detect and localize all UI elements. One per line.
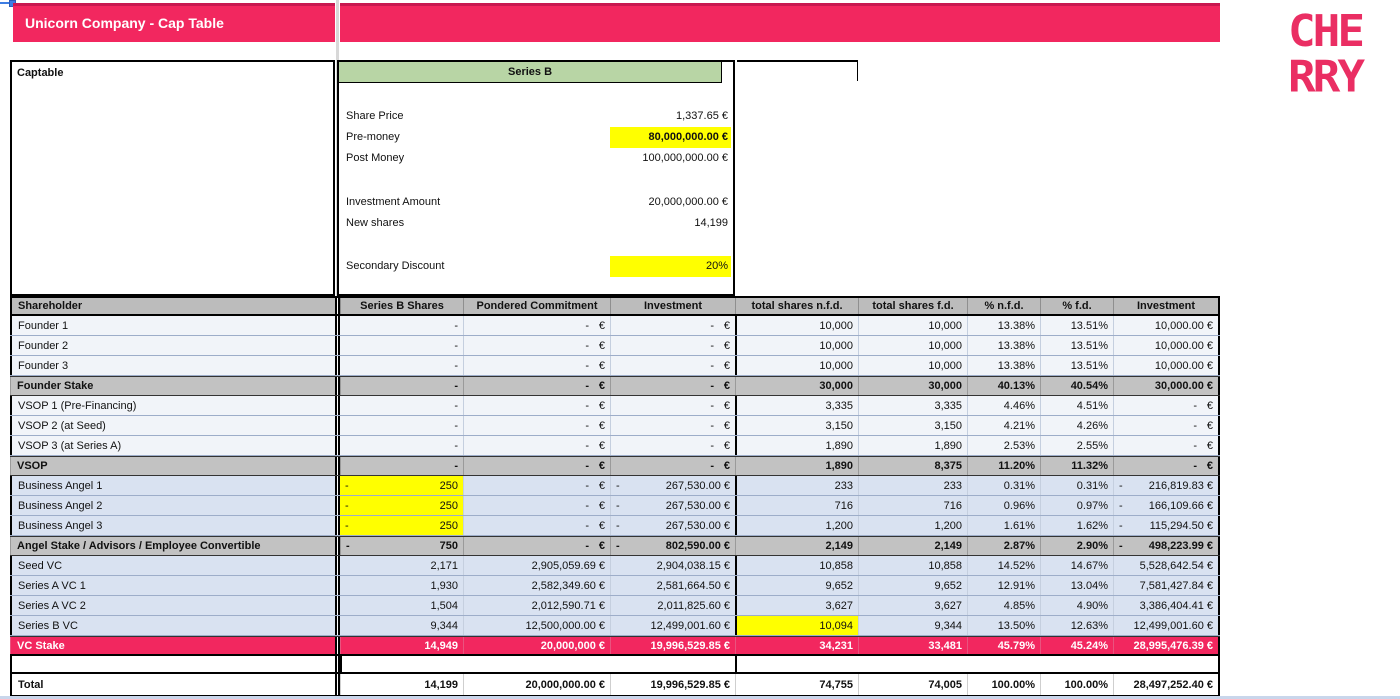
cell-text: - (1193, 460, 1197, 472)
data-cell[interactable]: 4.21% (967, 416, 1040, 435)
row-label-cell[interactable]: Series B VC (10, 616, 335, 635)
data-cell[interactable]: 716 (735, 496, 858, 515)
row-label-cell[interactable]: Founder 3 (10, 356, 335, 375)
data-cell[interactable] (610, 476, 735, 495)
row-label-cell[interactable]: Business Angel 3 (10, 516, 335, 535)
cell-text: - (616, 479, 620, 492)
data-cell[interactable]: 10,000 (735, 336, 858, 355)
row-label-cell[interactable]: Business Angel 2 (10, 496, 335, 515)
data-cell[interactable]: 19,996,529.85 € (610, 674, 735, 695)
data-cell[interactable] (340, 516, 463, 535)
cell-text: € (723, 419, 730, 432)
cell-text: - (585, 479, 589, 492)
row-label-cell[interactable]: Seed VC (10, 556, 335, 575)
data-cell[interactable]: 0.97% (1040, 496, 1113, 515)
data-cell[interactable]: 12.91% (967, 576, 1040, 595)
cell-text: € (723, 319, 730, 332)
table-row (10, 516, 1220, 536)
data-cell[interactable] (610, 336, 735, 355)
header-cell[interactable]: % f.d. (1040, 298, 1113, 314)
data-cell[interactable]: 20,000,000.00 € (463, 674, 610, 695)
param-row (339, 127, 733, 148)
cell-text: € (598, 460, 605, 472)
cell-text: € (1206, 439, 1213, 452)
data-cell[interactable]: 2,905,059.69 € (463, 556, 610, 575)
data-cell[interactable]: 2,171 (430, 559, 458, 572)
row-label-cell[interactable]: Founder Stake (10, 377, 335, 395)
cell-text: 250 (439, 479, 458, 492)
param-value-cell[interactable]: 20,000,000.00 € (648, 196, 728, 208)
cell-text: € (723, 380, 730, 392)
cell-text: € (723, 460, 730, 472)
table-row (10, 596, 1220, 616)
cell-text: 750 (439, 540, 458, 552)
cell-text: - (710, 419, 714, 432)
data-cell[interactable]: 45.24% (1040, 637, 1113, 654)
series-b-panel (337, 60, 735, 296)
table-row (10, 356, 1220, 376)
table-row (10, 536, 1220, 556)
cell-text: - (585, 359, 589, 372)
data-cell[interactable]: 2,581,664.50 € (610, 576, 735, 595)
data-cell[interactable]: 4.90% (1040, 596, 1113, 615)
title-bar-left (13, 3, 335, 42)
merged-empty-cell[interactable] (735, 656, 1220, 672)
param-row (339, 148, 733, 169)
cell-text: € (723, 359, 730, 372)
cell-text: € (1206, 460, 1213, 472)
row-label-cell[interactable]: Series A VC 2 (10, 596, 335, 615)
header-cell[interactable]: total shares f.d. (858, 298, 967, 314)
param-label: Post Money (346, 152, 405, 164)
data-cell[interactable]: 30,000 (858, 377, 967, 395)
row-label-cell[interactable]: VSOP (10, 457, 335, 475)
cell-text: - (1119, 519, 1123, 532)
data-cell[interactable]: 100.00% (967, 674, 1040, 695)
cell-text: - (710, 439, 714, 452)
row-label-cell[interactable] (10, 656, 335, 672)
data-cell[interactable]: 13.38% (967, 316, 1040, 335)
captable-panel (10, 60, 335, 296)
cell-text: - (585, 439, 589, 452)
cell-text: 802,590.00 € (665, 540, 730, 552)
data-cell[interactable]: 1.62% (1040, 516, 1113, 535)
cell-text: € (723, 339, 730, 352)
data-cell[interactable]: 13.51% (1040, 356, 1113, 375)
table-row (10, 636, 1220, 656)
cherry-logo-line2: RRY (1287, 50, 1363, 103)
param-label: Pre-money (346, 131, 400, 143)
data-cell[interactable]: 30,000 (735, 377, 858, 395)
data-cell[interactable] (610, 356, 735, 375)
cell-text: 250 (439, 519, 458, 532)
data-cell[interactable]: 1,200 (735, 516, 858, 535)
row-label-cell[interactable]: Angel Stake / Advisors / Employee Convertible (10, 537, 335, 555)
table-row (10, 316, 1220, 336)
cell-text: 216,819.83 € (1148, 479, 1213, 492)
data-cell[interactable]: 1,890 (735, 457, 858, 475)
data-cell[interactable]: 12,500,000.00 € (463, 616, 610, 635)
data-cell[interactable]: - (454, 419, 458, 432)
row-label-cell[interactable]: Total (10, 674, 335, 695)
data-cell[interactable] (610, 316, 735, 335)
row-label-cell[interactable]: VC Stake (10, 637, 335, 654)
table-header-row (10, 296, 1220, 316)
row-label-cell[interactable]: Founder 1 (10, 316, 335, 335)
table-row (10, 376, 1220, 396)
data-cell[interactable] (610, 377, 735, 395)
data-cell[interactable]: 9,344 (858, 616, 967, 635)
data-cell[interactable]: 30,000.00 € (1113, 377, 1220, 395)
row-label-cell[interactable]: VSOP 2 (at Seed) (10, 416, 335, 435)
data-cell[interactable]: 100.00% (1040, 674, 1113, 695)
param-value-cell[interactable]: 100,000,000.00 € (642, 152, 728, 164)
row-label-cell[interactable]: Business Angel 1 (10, 476, 335, 495)
data-cell[interactable]: 14.52% (967, 556, 1040, 575)
cell-text: - (710, 460, 714, 472)
data-cell[interactable]: 3,150 (735, 416, 858, 435)
data-cell[interactable]: 13.38% (967, 336, 1040, 355)
header-cell[interactable]: Investment (610, 298, 735, 314)
data-cell[interactable]: 28,995,476.39 € (1113, 637, 1220, 654)
top-right-empty-cell[interactable] (737, 60, 858, 81)
cell-text: € (598, 439, 605, 452)
param-value-cell[interactable]: 20% (610, 256, 731, 277)
data-cell[interactable]: 5,528,642.54 € (1113, 556, 1220, 575)
cell-text: 166,109.66 € (1148, 499, 1213, 512)
cell-text: - (616, 499, 620, 512)
data-cell[interactable]: 13.51% (1040, 336, 1113, 355)
data-cell[interactable]: 10,000.00 € (1113, 316, 1220, 335)
data-cell[interactable] (610, 516, 735, 535)
data-cell[interactable]: 45.79% (967, 637, 1040, 654)
param-row (339, 213, 733, 234)
data-cell[interactable]: 1,504 (430, 599, 458, 612)
data-cell[interactable]: 4.85% (967, 596, 1040, 615)
data-cell[interactable]: - (454, 339, 458, 352)
cherry-logo (1252, 8, 1398, 104)
table-row (10, 656, 1220, 672)
data-cell[interactable]: 9,652 (735, 576, 858, 595)
data-cell[interactable]: 10,858 (735, 556, 858, 575)
data-cell[interactable]: 10,000 (858, 316, 967, 335)
data-cell[interactable] (463, 356, 610, 375)
data-cell[interactable]: 3,627 (858, 596, 967, 615)
cell-text: € (598, 339, 605, 352)
data-cell[interactable]: 11.32% (1040, 457, 1113, 475)
data-cell[interactable]: 4.46% (967, 396, 1040, 415)
param-label: Investment Amount (346, 196, 441, 208)
param-value-cell[interactable]: 14,199 (694, 217, 728, 229)
cell-text: - (616, 540, 620, 552)
cell-text: - (585, 419, 589, 432)
data-cell[interactable] (610, 496, 735, 515)
data-cell[interactable] (340, 496, 463, 515)
data-cell[interactable] (463, 396, 610, 415)
data-cell[interactable]: 13.51% (1040, 316, 1113, 335)
table-row (10, 396, 1220, 416)
cell-text: - (1193, 419, 1197, 432)
data-cell[interactable]: 11.20% (967, 457, 1040, 475)
cell-text: € (598, 359, 605, 372)
cap-table (10, 296, 1220, 697)
data-cell[interactable] (1113, 457, 1220, 475)
data-cell[interactable] (1113, 416, 1220, 435)
data-cell[interactable] (1113, 516, 1220, 535)
cell-text: - (585, 319, 589, 332)
data-cell[interactable]: 10,000.00 € (1113, 356, 1220, 375)
data-cell[interactable] (463, 316, 610, 335)
row-label-cell[interactable]: VSOP 1 (Pre-Financing) (10, 396, 335, 415)
data-cell[interactable]: 0.96% (967, 496, 1040, 515)
data-cell[interactable] (610, 436, 735, 455)
data-cell[interactable] (610, 457, 735, 475)
data-cell[interactable] (463, 436, 610, 455)
header-cell[interactable]: % n.f.d. (967, 298, 1040, 314)
cell-text: - (585, 540, 589, 552)
data-cell[interactable] (340, 476, 463, 495)
row-label-cell[interactable]: Founder 2 (10, 336, 335, 355)
data-cell[interactable]: 9,652 (858, 576, 967, 595)
cell-text: - (710, 319, 714, 332)
data-cell[interactable]: 13.04% (1040, 576, 1113, 595)
cell-text: € (598, 499, 605, 512)
data-cell[interactable]: 2,012,590.71 € (463, 596, 610, 615)
data-cell[interactable] (1113, 496, 1220, 515)
data-cell[interactable]: 0.31% (1040, 476, 1113, 495)
data-cell[interactable] (463, 416, 610, 435)
row-label-cell[interactable]: VSOP 3 (at Series A) (10, 436, 335, 455)
cell-text: 250 (439, 499, 458, 512)
cell-text: € (598, 519, 605, 532)
data-cell[interactable] (463, 336, 610, 355)
data-cell[interactable]: 3,627 (735, 596, 858, 615)
cell-text: - (710, 359, 714, 372)
data-cell[interactable]: 40.13% (967, 377, 1040, 395)
data-cell[interactable]: - (340, 457, 463, 475)
data-cell[interactable]: 2.53% (967, 436, 1040, 455)
data-cell[interactable]: 12,499,001.60 € (610, 616, 735, 635)
data-cell[interactable]: 34,231 (735, 637, 858, 654)
data-cell[interactable] (1113, 436, 1220, 455)
data-cell[interactable]: 10,094 (735, 616, 858, 635)
data-cell[interactable] (340, 537, 463, 555)
page-title: Unicorn Company - Cap Table (25, 15, 224, 31)
table-row (10, 576, 1220, 596)
data-cell[interactable]: 7,581,427.84 € (1113, 576, 1220, 595)
cell-text: 115,294.50 € (1149, 519, 1213, 532)
cell-text: € (598, 479, 605, 492)
data-cell[interactable]: 2.55% (1040, 436, 1113, 455)
data-cell[interactable] (463, 457, 610, 475)
data-cell[interactable]: 2,904,038.15 € (610, 556, 735, 575)
data-cell[interactable]: 233 (858, 476, 967, 495)
data-cell[interactable]: 1,890 (858, 436, 967, 455)
data-cell[interactable] (463, 537, 610, 555)
cell-text: 267,530.00 € (665, 479, 730, 492)
data-cell[interactable]: - (340, 377, 463, 395)
data-cell[interactable]: 2,149 (858, 537, 967, 555)
cell-text: - (345, 479, 349, 492)
data-cell[interactable] (463, 476, 610, 495)
data-cell[interactable] (463, 377, 610, 395)
data-cell[interactable]: 4.51% (1040, 396, 1113, 415)
table-row (10, 336, 1220, 356)
data-cell[interactable]: 1.61% (967, 516, 1040, 535)
cell-text: - (710, 399, 714, 412)
data-cell[interactable]: 8,375 (858, 457, 967, 475)
data-cell[interactable]: 716 (858, 496, 967, 515)
param-value-cell[interactable]: 1,337.65 € (676, 110, 728, 122)
data-cell[interactable]: 3,335 (858, 396, 967, 415)
data-cell[interactable]: 12.63% (1040, 616, 1113, 635)
param-row (339, 192, 733, 213)
param-label: Share Price (346, 110, 404, 122)
cell-text: - (585, 499, 589, 512)
data-cell[interactable]: 9,344 (430, 619, 458, 632)
data-cell[interactable] (610, 537, 735, 555)
data-cell[interactable]: 2.87% (967, 537, 1040, 555)
row-label-cell[interactable]: Series A VC 1 (10, 576, 335, 595)
data-cell[interactable]: - (454, 399, 458, 412)
header-cell-shareholder[interactable]: Shareholder (10, 298, 335, 314)
table-row (10, 496, 1220, 516)
data-cell[interactable]: 1,930 (430, 579, 458, 592)
data-cell[interactable]: 2.90% (1040, 537, 1113, 555)
data-cell[interactable]: 10,000.00 € (1113, 336, 1220, 355)
cell-text: 498,223.99 € (1148, 540, 1213, 552)
captable-label: Captable (17, 67, 64, 79)
data-cell[interactable]: 20,000,000 € (463, 637, 610, 654)
data-cell[interactable] (1113, 476, 1220, 495)
header-cell[interactable]: Series B Shares (340, 298, 463, 314)
cell-text: 267,530.00 € (665, 499, 730, 512)
data-cell[interactable]: 28,497,252.40 € (1113, 674, 1220, 695)
table-row (10, 672, 1220, 697)
merged-empty-cell[interactable] (340, 656, 735, 672)
data-cell[interactable]: 4.26% (1040, 416, 1113, 435)
data-cell[interactable]: 2,582,349.60 € (463, 576, 610, 595)
data-cell[interactable]: 40.54% (1040, 377, 1113, 395)
cell-text: € (723, 399, 730, 412)
data-cell[interactable]: 3,335 (735, 396, 858, 415)
cell-text: - (346, 540, 350, 552)
data-cell[interactable]: - (454, 319, 458, 332)
data-cell[interactable] (1113, 537, 1220, 555)
cell-text: € (598, 319, 605, 332)
table-row (10, 416, 1220, 436)
data-cell[interactable]: - (454, 439, 458, 452)
cell-text: - (585, 339, 589, 352)
data-cell[interactable]: 19,996,529.85 € (610, 637, 735, 654)
data-cell[interactable]: 10,858 (858, 556, 967, 575)
header-cell[interactable]: Pondered Commitment (463, 298, 610, 314)
data-cell[interactable]: 3,150 (858, 416, 967, 435)
series-b-header[interactable]: Series B (339, 62, 722, 83)
param-row (339, 256, 733, 277)
header-cell[interactable]: Investment (1113, 298, 1220, 314)
data-cell[interactable]: 13.50% (967, 616, 1040, 635)
cell-text: - (1119, 479, 1123, 492)
cell-text: € (598, 540, 605, 552)
table-row (10, 436, 1220, 456)
cell-text: - (585, 380, 589, 392)
data-cell[interactable]: 74,005 (858, 674, 967, 695)
data-cell[interactable]: 74,755 (735, 674, 858, 695)
data-cell[interactable] (610, 416, 735, 435)
cell-text: - (585, 399, 589, 412)
cell-text: - (585, 519, 589, 532)
data-cell[interactable]: 13.38% (967, 356, 1040, 375)
cell-text: - (1119, 499, 1123, 512)
data-cell[interactable]: 3,386,404.41 € (1113, 596, 1220, 615)
data-cell[interactable]: 12,499,001.60 € (1113, 616, 1220, 635)
cell-text: € (598, 399, 605, 412)
data-cell[interactable]: 1,200 (858, 516, 967, 535)
cell-text: - (1119, 540, 1123, 552)
table-row (10, 556, 1220, 576)
title-bar-right (340, 3, 1220, 42)
cell-text: - (1193, 439, 1197, 452)
cell-text: - (1193, 399, 1197, 412)
data-cell[interactable]: 2,149 (735, 537, 858, 555)
data-cell[interactable]: 33,481 (858, 637, 967, 654)
param-value-cell[interactable]: 80,000,000.00 € (610, 127, 731, 148)
data-cell[interactable]: 2,011,825.60 € (610, 596, 735, 615)
table-row (10, 456, 1220, 476)
data-cell[interactable] (1113, 396, 1220, 415)
data-cell[interactable]: 14,949 (340, 637, 463, 654)
data-cell[interactable]: 10,000 (735, 316, 858, 335)
data-cell[interactable]: 10,000 (735, 356, 858, 375)
header-cell[interactable]: total shares n.f.d. (735, 298, 858, 314)
cell-text: - (710, 380, 714, 392)
data-cell[interactable]: 14.67% (1040, 556, 1113, 575)
cell-text: € (723, 439, 730, 452)
cell-text: - (345, 499, 349, 512)
cell-text: 267,530.00 € (665, 519, 730, 532)
cell-text: € (598, 380, 605, 392)
cell-text: € (1206, 419, 1213, 432)
table-row (10, 616, 1220, 636)
cell-text: - (345, 519, 349, 532)
param-label: Secondary Discount (346, 260, 445, 272)
cherry-logo-line1: CHE (1287, 8, 1363, 57)
table-row (10, 476, 1220, 496)
cell-text: - (710, 339, 714, 352)
cell-text: - (616, 519, 620, 532)
data-cell[interactable]: 233 (735, 476, 858, 495)
data-cell[interactable]: 1,890 (735, 436, 858, 455)
data-cell[interactable]: 0.31% (967, 476, 1040, 495)
data-cell[interactable]: 10,000 (858, 336, 967, 355)
data-cell[interactable] (610, 396, 735, 415)
data-cell[interactable] (463, 516, 610, 535)
data-cell[interactable]: 14,199 (340, 674, 463, 695)
data-cell[interactable]: 10,000 (858, 356, 967, 375)
cell-text: € (1206, 399, 1213, 412)
cell-text: € (598, 419, 605, 432)
data-cell[interactable]: - (454, 359, 458, 372)
param-row (339, 106, 733, 127)
cell-text: - (585, 460, 589, 472)
param-label: New shares (346, 217, 405, 229)
data-cell[interactable] (463, 496, 610, 515)
